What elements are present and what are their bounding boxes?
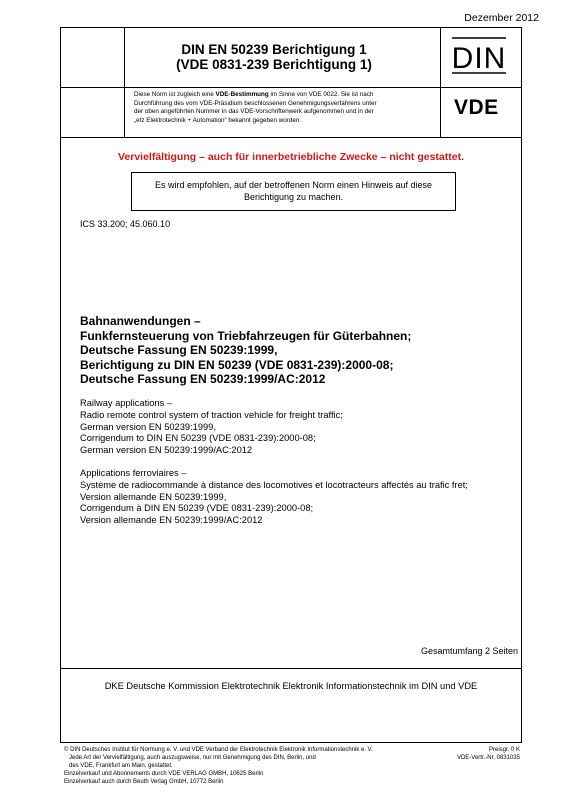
divider-line — [60, 668, 522, 669]
title-german — [80, 314, 520, 387]
footer-line: Jede Art der Vervielfältigung, auch auszugsweise, nur mit Genehmigung des DIN, Berlin, und — [64, 755, 316, 761]
title-line: DIN EN 50239 Berichtigung 1 — [181, 42, 367, 57]
divider-line — [60, 137, 522, 138]
total-pages: Gesamtumfang 2 Seiten — [420, 646, 518, 656]
copy-warning: Vervielfältigung – auch für innerbetriebliche Zwecke – nicht gestattet. — [117, 151, 464, 163]
recommendation-text: Es wird empfohlen, auf der betroffenen Norm einen Hinweis auf diese Berichtigung zu machen. — [155, 180, 432, 202]
title-french-line: Version allemande EN 50239:1999, — [80, 491, 227, 502]
title-german-line: Deutsche Fassung EN 50239:1999/AC:2012 — [80, 372, 326, 386]
vde-note — [134, 91, 434, 126]
dke-commission: DKE Deutsche Kommission Elektrotechnik Elektronik Informationstechnik im DIN und VDE — [104, 681, 478, 691]
title-french-line: Système de radiocommande à distance des locomotives et locotracteurs affectés au trafic fret; — [80, 479, 468, 490]
footer-copyright — [64, 746, 424, 786]
note-text: Durchführung des vom VDE-Präsidium beschlossenen Genehmigungsverfahrens unter — [134, 99, 377, 107]
title-german-line: Bahnanwendungen – — [80, 314, 201, 328]
title-french-line: Version allemande EN 50239:1999/AC:2012 — [80, 515, 263, 526]
vde-distribution-number: VDE-Vertr.-Nr. 0831035 — [456, 755, 520, 761]
footer-line: © DIN Deutsches Institut für Normung e. V. und VDE Verband der Elektrotechnik Elektronik Informationstechnik e. V. — [64, 747, 373, 753]
footer-price — [457, 746, 520, 762]
title-german-line: Funkfernsteuerung von Triebfahrzeugen für Güterbahnen; — [80, 328, 412, 343]
note-text: Diese Norm ist zugleich eine — [134, 91, 216, 98]
divider-line — [124, 27, 125, 137]
title-english-line: Radio remote control system of traction vehicle for freight traffic; — [80, 409, 343, 420]
divider-line — [60, 87, 522, 88]
title-english-line: German version EN 50239:1999/AC:2012 — [80, 445, 253, 456]
note-text: der oben angeführten Nummer in das VDE-Vorschriftenwerk aufgenommen und in der — [134, 108, 374, 116]
title-line: (VDE 0831-239 Berichtigung 1) — [176, 57, 372, 72]
title-english — [80, 398, 520, 457]
title-german-line: Berichtigung zu DIN EN 50239 (VDE 0831-239):2000-08; — [80, 357, 394, 372]
publication-date: Dezember 2012 — [464, 12, 539, 24]
title-english-line: German version EN 50239:1999, — [80, 421, 216, 432]
price-group: Preisgr. 0 K — [488, 747, 520, 753]
note-bold: VDE-Bestimmung — [215, 91, 269, 98]
footer-line: Einzelverkauf auch durch Beuth Verlag GmbH, 10772 Berlin — [64, 779, 224, 785]
title-german-line: Deutsche Fassung EN 50239:1999, — [80, 343, 278, 357]
note-text: „etz Elektrotechnik + Automation“ bekannt gegeben worden. — [134, 117, 302, 125]
recommendation-box — [131, 172, 456, 211]
title-french — [80, 468, 520, 527]
title-english-line: Corrigendum to DIN EN 50239 (VDE 0831-239):2000-08; — [80, 433, 316, 444]
document-title — [126, 42, 422, 72]
note-text: im Sinne von VDE 0022. Sie ist nach — [268, 91, 374, 98]
title-french-line: Applications ferroviaires – — [80, 468, 187, 478]
divider-line — [440, 27, 441, 137]
svg-text:DIN: DIN — [452, 42, 506, 75]
footer-line: des VDE, Frankfurt am Main, gestattet. — [64, 763, 173, 769]
din-logo-icon — [452, 36, 506, 76]
ics-code: ICS 33.200; 45.060.10 — [80, 219, 171, 229]
title-french-line: Corrigendum à DIN EN 50239 (VDE 0831-239):2000-08; — [80, 503, 314, 514]
vde-logo-icon: VDE — [454, 96, 499, 119]
footer-line: Einzelverkauf und Abonnements durch VDE VERLAG GMBH, 10625 Berlin — [64, 771, 264, 777]
title-english-line: Railway applications – — [80, 398, 172, 408]
